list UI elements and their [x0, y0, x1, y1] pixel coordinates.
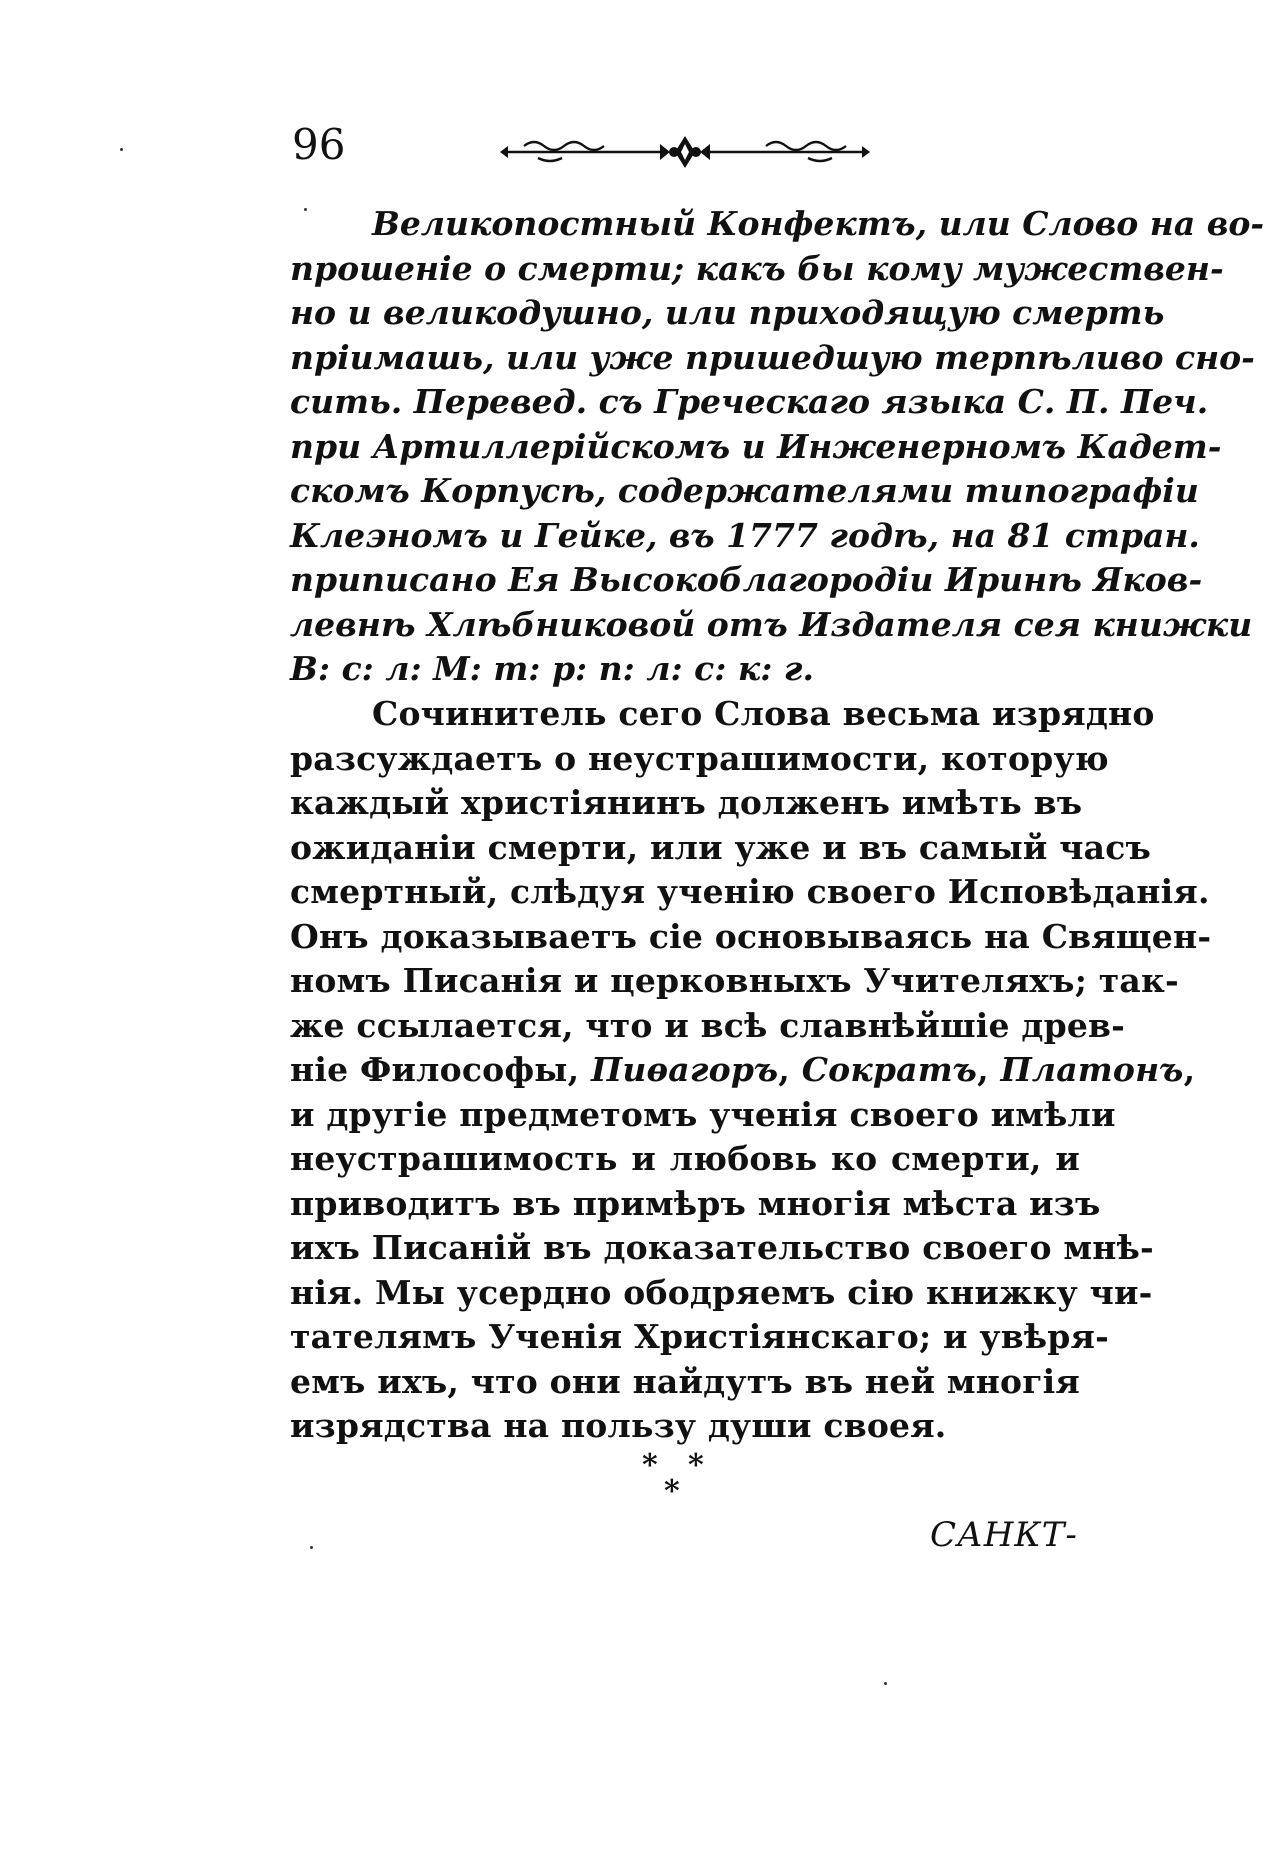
entry-line: В: с: л: М: т: р: п: л: с: к: г.: [290, 649, 814, 688]
paragraph-line-with-names: [290, 1048, 1196, 1093]
paper-speck: [884, 1682, 887, 1685]
entry-line: прошеніе о смерти; какъ бы кому мужествен-: [290, 248, 1224, 288]
paragraph-line: тателямъ Ученія Христіянскаго; и увѣря-: [290, 1317, 1110, 1356]
paragraph-line: номъ Писанія и церковныхъ Учителяхъ; так-: [290, 961, 1179, 1000]
paragraph-line: неустрашимость и любовь ко смерти, и: [290, 1139, 1080, 1178]
asterism-star: *: [664, 1474, 680, 1509]
asterism-star: *: [642, 1448, 658, 1483]
entry-line: приписано Ея Высокоблагородіи Иринѣ Яков-: [290, 560, 1203, 599]
paragraph-line: приводитъ въ примѣръ многія мѣста изъ: [290, 1183, 1101, 1223]
paragraph-line: смертный, слѣдуя ученію своего Исповѣданія.: [290, 872, 1210, 911]
entry-line: левнѣ Хлѣбниковой отъ Издателя сея книжки: [290, 604, 1253, 644]
philosopher-name: Сократъ: [801, 1050, 978, 1089]
entry-line: Клеэномъ и Гейке, въ 1777 годѣ, на 81 стран.: [290, 515, 1200, 555]
philosopher-name: Платонъ: [1000, 1050, 1184, 1089]
entry-line: но и великодушно, или приходящую смерть: [290, 293, 1165, 332]
paper-speck: [310, 1546, 313, 1549]
entry-line: скомъ Корпусѣ, содержателями типографіи: [290, 471, 1199, 510]
entry-line: пріимашь, или уже пришедшую терпѣливо сно-: [290, 337, 1255, 377]
paragraph-line: Сочинитель сего Слова весьма изрядно: [372, 694, 1155, 733]
entry-line: Великопостный Конфектъ, или Слово на во-: [372, 204, 1264, 243]
paragraph-line: каждый христіянинъ долженъ имѣть въ: [290, 783, 1083, 822]
paper-speck: [120, 148, 123, 151]
paper-speck: [304, 208, 307, 211]
page-number: 96: [292, 120, 346, 169]
philosopher-name: Пиѳагоръ: [590, 1050, 779, 1089]
text-run: ніе Философы,: [290, 1050, 591, 1089]
text-run: ,: [778, 1050, 802, 1089]
paragraph-line: изрядства на пользу души своея.: [290, 1406, 947, 1445]
decorative-rule-ornament: [498, 132, 872, 172]
asterism-star: *: [688, 1448, 704, 1483]
asterism-divider: [630, 1448, 730, 1518]
paragraph-line: ихъ Писаній въ доказательство своего мнѣ-: [290, 1228, 1154, 1267]
paragraph-line: нія. Мы усердно ободряемъ сію книжку чи-: [290, 1272, 1153, 1312]
paragraph-line: и другіе предметомъ ученія своего имѣли: [290, 1094, 1116, 1134]
paragraph-line: емъ ихъ, что они найдутъ въ ней многія: [290, 1361, 1080, 1401]
entry-line: при Артиллерійскомъ и Инженерномъ Кадет-: [290, 426, 1222, 466]
review-paragraph: [290, 692, 1212, 1449]
text-run: ,: [977, 1050, 1001, 1089]
text-run: ,: [1183, 1050, 1196, 1089]
catchword: САНКТ-: [930, 1515, 1078, 1555]
paragraph-line: ожиданіи смерти, или уже и въ самый часъ: [290, 827, 1152, 867]
paragraph-line: же ссылается, что и всѣ славнѣйшіе древ-: [290, 1005, 1126, 1045]
entry-line: сить. Перевед. съ Греческаго языка С. П. Печ.: [290, 382, 1209, 421]
bibliographic-entry: [290, 202, 1264, 692]
paragraph-line: Онъ доказываетъ сіе основываясь на Священ-: [290, 916, 1212, 956]
paragraph-line: разсуждаетъ о неустрашимости, которую: [290, 738, 1109, 778]
